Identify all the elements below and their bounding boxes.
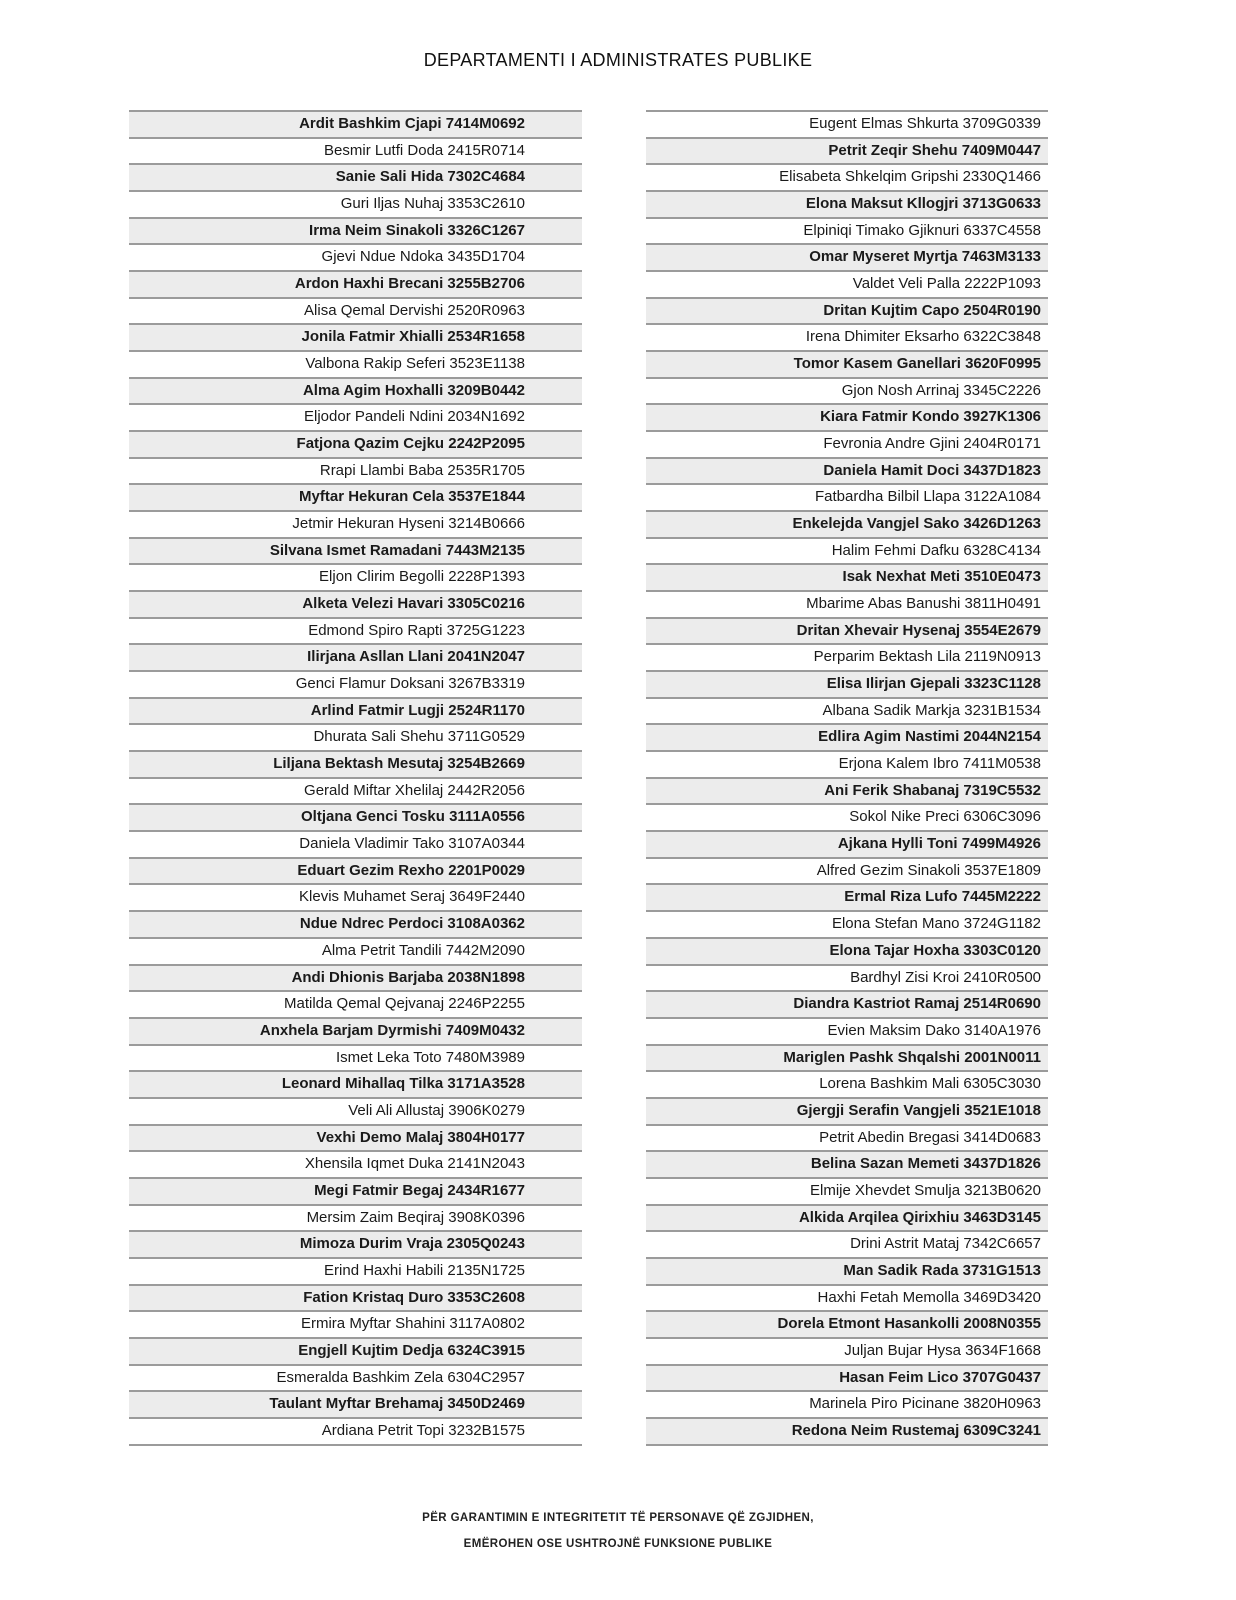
list-row: Gjergji Serafin Vangjeli 3521E1018 [646,1097,1048,1124]
list-row: Esmeralda Bashkim Zela 6304C2957 [129,1364,582,1391]
list-row: Jonila Fatmir Xhialli 2534R1658 [129,323,582,350]
list-row: Elpiniqi Timako Gjiknuri 6337C4558 [646,217,1048,244]
list-row: Ermira Myftar Shahini 3117A0802 [129,1310,582,1337]
list-row: Genci Flamur Doksani 3267B3319 [129,670,582,697]
list-row: Kiara Fatmir Kondo 3927K1306 [646,403,1048,430]
list-row: Veli Ali Allustaj 3906K0279 [129,1097,582,1124]
list-row: Tomor Kasem Ganellari 3620F0995 [646,350,1048,377]
list-row: Bardhyl Zisi Kroi 2410R0500 [646,964,1048,991]
list-row: Sanie Sali Hida 7302C4684 [129,163,582,190]
list-row: Valdet Veli Palla 2222P1093 [646,270,1048,297]
list-row: Elona Tajar Hoxha 3303C0120 [646,937,1048,964]
list-row: Daniela Hamit Doci 3437D1823 [646,457,1048,484]
list-row: Megi Fatmir Begaj 2434R1677 [129,1177,582,1204]
list-row: Ardiana Petrit Topi 3232B1575 [129,1417,582,1444]
list-row: Gjon Nosh Arrinaj 3345C2226 [646,377,1048,404]
list-row: Irena Dhimiter Eksarho 6322C3848 [646,323,1048,350]
list-row: Petrit Abedin Bregasi 3414D0683 [646,1124,1048,1151]
list-row: Redona Neim Rustemaj 6309C3241 [646,1417,1048,1444]
list-row: Elmije Xhevdet Smulja 3213B0620 [646,1177,1048,1204]
list-row: Drini Astrit Mataj 7342C6657 [646,1230,1048,1257]
list-row: Vexhi Demo Malaj 3804H0177 [129,1124,582,1151]
list-row: Engjell Kujtim Dedja 6324C3915 [129,1337,582,1364]
list-row: Sokol Nike Preci 6306C3096 [646,803,1048,830]
list-row: Alketa Velezi Havari 3305C0216 [129,590,582,617]
list-row: Eljodor Pandeli Ndini 2034N1692 [129,403,582,430]
list-row: Ismet Leka Toto 7480M3989 [129,1044,582,1071]
list-row: Alma Agim Hoxhalli 3209B0442 [129,377,582,404]
list-row: Juljan Bujar Hysa 3634F1668 [646,1337,1048,1364]
list-row: Evien Maksim Dako 3140A1976 [646,1017,1048,1044]
list-row: Gjevi Ndue Ndoka 3435D1704 [129,243,582,270]
list-row: Dorela Etmont Hasankolli 2008N0355 [646,1310,1048,1337]
list-row: Enkelejda Vangjel Sako 3426D1263 [646,510,1048,537]
list-row: Ajkana Hylli Toni 7499M4926 [646,830,1048,857]
list-row: Ndue Ndrec Perdoci 3108A0362 [129,910,582,937]
list-row: Edmond Spiro Rapti 3725G1223 [129,617,582,644]
list-row: Myftar Hekuran Cela 3537E1844 [129,483,582,510]
list-row: Ardon Haxhi Brecani 3255B2706 [129,270,582,297]
list-row: Petrit Zeqir Shehu 7409M0447 [646,137,1048,164]
list-row: Fation Kristaq Duro 3353C2608 [129,1284,582,1311]
list-row: Albana Sadik Markja 3231B1534 [646,697,1048,724]
list-row: Leonard Mihallaq Tilka 3171A3528 [129,1070,582,1097]
list-row: Marinela Piro Picinane 3820H0963 [646,1390,1048,1417]
list-row: Mimoza Durim Vraja 2305Q0243 [129,1230,582,1257]
list-row: Elisa Ilirjan Gjepali 3323C1128 [646,670,1048,697]
list-row: Matilda Qemal Qejvanaj 2246P2255 [129,990,582,1017]
list-row: Alma Petrit Tandili 7442M2090 [129,937,582,964]
list-row: Dritan Kujtim Capo 2504R0190 [646,297,1048,324]
list-row: Oltjana Genci Tosku 3111A0556 [129,803,582,830]
list-row: Dhurata Sali Shehu 3711G0529 [129,723,582,750]
list-row: Ani Ferik Shabanaj 7319C5532 [646,777,1048,804]
list-row: Elisabeta Shkelqim Gripshi 2330Q1466 [646,163,1048,190]
list-row: Silvana Ismet Ramadani 7443M2135 [129,537,582,564]
list-row: Erind Haxhi Habili 2135N1725 [129,1257,582,1284]
list-row: Erjona Kalem Ibro 7411M0538 [646,750,1048,777]
list-row: Besmir Lutfi Doda 2415R0714 [129,137,582,164]
list-row: Jetmir Hekuran Hyseni 3214B0666 [129,510,582,537]
list-row: Eduart Gezim Rexho 2201P0029 [129,857,582,884]
list-row: Elona Maksut Kllogjri 3713G0633 [646,190,1048,217]
list-row: Andi Dhionis Barjaba 2038N1898 [129,964,582,991]
list-row: Mersim Zaim Beqiraj 3908K0396 [129,1204,582,1231]
list-row: Elona Stefan Mano 3724G1182 [646,910,1048,937]
list-row: Haxhi Fetah Memolla 3469D3420 [646,1284,1048,1311]
list-row: Taulant Myftar Brehamaj 3450D2469 [129,1390,582,1417]
list-row: Xhensila Iqmet Duka 2141N2043 [129,1150,582,1177]
list-row: Mariglen Pashk Shqalshi 2001N0011 [646,1044,1048,1071]
list-row: Man Sadik Rada 3731G1513 [646,1257,1048,1284]
list-row: Valbona Rakip Seferi 3523E1138 [129,350,582,377]
list-row: Liljana Bektash Mesutaj 3254B2669 [129,750,582,777]
name-list-table [129,110,1048,1446]
footer-line-1: PËR GARANTIMIN E INTEGRITETIT TË PERSONAVE QË ZGJIDHEN, [422,1512,814,1524]
list-row: Hasan Feim Lico 3707G0437 [646,1364,1048,1391]
list-row: Ilirjana Asllan Llani 2041N2047 [129,643,582,670]
list-row: Halim Fehmi Dafku 6328C4134 [646,537,1048,564]
left-column [129,110,582,1446]
list-row: Dritan Xhevair Hysenaj 3554E2679 [646,617,1048,644]
page-title: DEPARTAMENTI I ADMINISTRATES PUBLIKE [423,50,813,70]
footer-line-2: EMËROHEN OSE USHTROJNË FUNKSIONE PUBLIKE [463,1538,773,1550]
list-row: Klevis Muhamet Seraj 3649F2440 [129,883,582,910]
list-row: Eljon Clirim Begolli 2228P1393 [129,563,582,590]
right-column [646,110,1048,1446]
list-row: Alfred Gezim Sinakoli 3537E1809 [646,857,1048,884]
list-row: Daniela Vladimir Tako 3107A0344 [129,830,582,857]
list-row: Alisa Qemal Dervishi 2520R0963 [129,297,582,324]
list-row: Ermal Riza Lufo 7445M2222 [646,883,1048,910]
list-row: Fatjona Qazim Cejku 2242P2095 [129,430,582,457]
list-row: Perparim Bektash Lila 2119N0913 [646,643,1048,670]
list-row: Fevronia Andre Gjini 2404R0171 [646,430,1048,457]
list-row: Anxhela Barjam Dyrmishi 7409M0432 [129,1017,582,1044]
list-row: Lorena Bashkim Mali 6305C3030 [646,1070,1048,1097]
list-row: Mbarime Abas Banushi 3811H0491 [646,590,1048,617]
list-row: Fatbardha Bilbil Llapa 3122A1084 [646,483,1048,510]
list-row: Arlind Fatmir Lugji 2524R1170 [129,697,582,724]
list-row: Irma Neim Sinakoli 3326C1267 [129,217,582,244]
list-row: Isak Nexhat Meti 3510E0473 [646,563,1048,590]
list-row: Eugent Elmas Shkurta 3709G0339 [646,110,1048,137]
list-row: Gerald Miftar Xhelilaj 2442R2056 [129,777,582,804]
list-row: Alkida Arqilea Qirixhiu 3463D3145 [646,1204,1048,1231]
list-row: Diandra Kastriot Ramaj 2514R0690 [646,990,1048,1017]
list-row: Guri Iljas Nuhaj 3353C2610 [129,190,582,217]
list-row: Ardit Bashkim Cjapi 7414M0692 [129,110,582,137]
list-row: Edlira Agim Nastimi 2044N2154 [646,723,1048,750]
page-footer [0,1505,1236,1557]
list-row: Belina Sazan Memeti 3437D1826 [646,1150,1048,1177]
list-row: Rrapi Llambi Baba 2535R1705 [129,457,582,484]
list-row: Omar Myseret Myrtja 7463M3133 [646,243,1048,270]
